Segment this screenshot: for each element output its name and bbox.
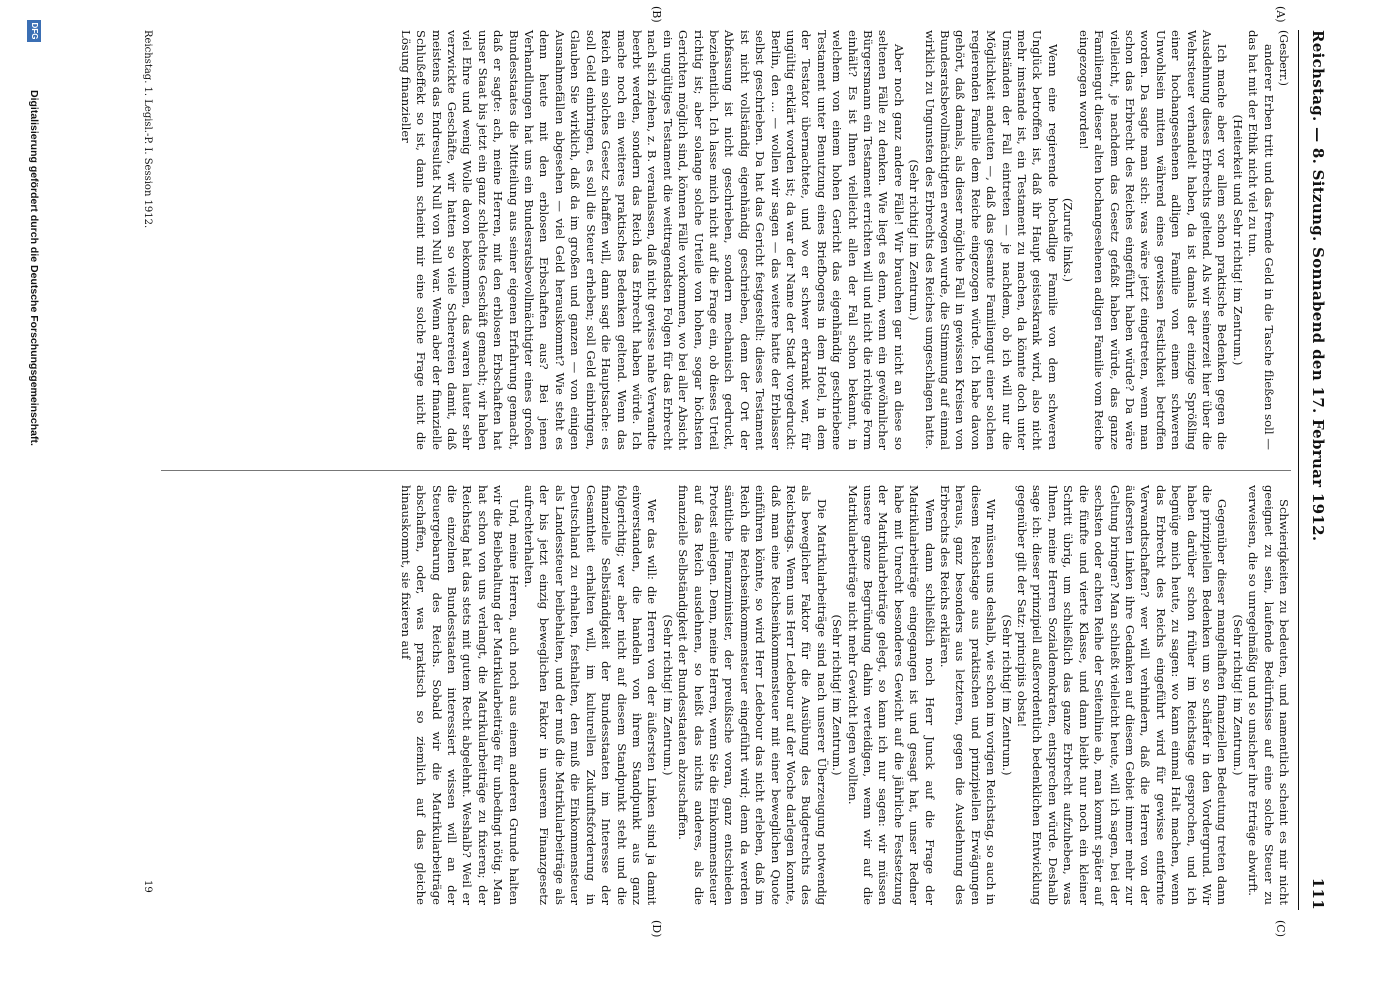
page-header	[1301, 30, 1327, 910]
margin-mark-b: (B)	[650, 6, 663, 23]
margin-mark-c: (C)	[1274, 920, 1287, 937]
interjection: (Heiterkeit und Sehr richtig! im Zentrum.)	[1230, 114, 1245, 366]
speaker-name: (Gesberr.)	[1277, 30, 1290, 86]
paragraph: Ich mache aber vor allem schon praktische Bedenken gegen die Ausdehnung dieses Erbrechts geltend. Als wir seinerzeit hier über die Wehrsteuer verhandelt haben, da ist damals der einzige Sprößling einer hochangesehenen adligen Familie von einem schweren Unwohlsein mitten während eines gewissen Festlichkeit betroffen worden. Da sagte man sich: was wäre jetzt eingetreten, wenn man schon das Erbrecht des Reiches eingeführt haben würde? Da wäre vielleicht, je nachdem das Gesetz gefaßt haben würde, das ganze Familiengut dieser alten hochangesehenen adligen Familie vom Reiche eingezogen worden!	[1076, 30, 1230, 450]
dfg-logo: DFG	[27, 20, 41, 42]
column-divider	[161, 470, 1291, 471]
page-number: 111	[1309, 877, 1327, 910]
margin-mark-a: (A)	[1274, 6, 1287, 23]
paragraph: Schwierigkeiten zu bedeuten, und namentlich scheint es mir nicht geeignet zu sein, laufende Bedürfnisse auf eine solche Steuer zu verweisen, die so unregelmäßig und so unsicher ihre Erträge abwirft.	[1246, 485, 1291, 905]
left-column	[397, 30, 1291, 450]
paragraph: Wir müssen uns deshalb, wie schon im vorigen Reichstag, so auch in diesem Reichstage aus praktischen und prinzipiellen Erwägungen heraus, ganz besonders aus letzteren, gegen die Ausdehnung des Erbrechts des Reichs erklären.	[938, 485, 999, 905]
paragraph: anderer Erben tritt und das fremde Geld in die Tasche fließen soll — das hat mit der Ethik nicht viel zu tun.	[1246, 30, 1276, 450]
digitization-note: Digitalisierung gefördert durch die Deutsche Forschungsgemeinschaft.	[28, 90, 40, 446]
paragraph: Wer das will: die Herren von der äußersten Linken sind ja damit einverstanden, die handeln von ihrem Standpunkt aus ganz folgerichtig; wer aber nicht auf diesem Standpunkt steht und die finanzielle Selbständigkeit der Bundesstaaten im Interesse der Gesamtheit erhalten will, im kulturellen Zukunftsforderung in Deutschland zu erhalten, festhalten, den muß die Einkommensteuer als Landessteuer beibehalten, und der muß die Matrikularbeiträge als der bis jetzt einzig beweglichen Faktor in unserem Finanzgesetz aufrechterhalten.	[522, 485, 660, 905]
paragraph: Aber noch ganz andere Fälle! Wir brauchen gar nicht an diese so seltenen Fälle zu denken. Wie liegt es denn, wenn ein gewöhnlicher Bürgersmann ein Testament errichten will und nicht die richtige Form einhält? Es ist Ihnen vielleicht allen der Fall schon bekannt, in welchem von einem hohen Gericht das eigenhändig geschriebene Testament unter Benutzung eines Briefbogens in dem Hotel, in dem der Testator übernachtete, und wo er schwer erkrankt war, für ungültig erklärt worden ist; da war der Name der Stadt vorgedruckt: Berlin, den ... — wollen wir sagen — das weitere hatte der Erblasser selbst geschrieben. Da hat das Gericht festgestellt: dieses Testament ist nicht vollständig eigenhändig geschrieben, denn der Ort der Abfassung ist nicht geschrieben, sondern mechanisch gedruckt, beziehentlich. Ich lasse mich nicht auf die Frage ein, ob dieses Urteil richtig ist; aber solange solche Urteile von hohen, sogar höchsten Gerichten möglich sind, können Fälle vorkommen, wo bei aller Absicht ein ungültiges Testament die weittragendsten Folgen für das Erbrecht nach sich ziehen, z. B. veranlassen, daß nicht gewisse nahe Verwandte beerbt werden, sondern das Reich das Erbrecht haben würde. Ich mache noch ein weiteres praktisches Bedenken geltend. Wenn das Reich ein solches Gesetz schaffen will, dann sagt die Hauptsache: es soll Geld einbringen, es soll die Steuer erheben; soll Geld einbringen, Glauben Sie wirklich, daß da im großen und ganzen — von einigen Ausnahmefällen abgesehen — viel Geld herauskommt? Wie steht es denn heute mit den erblosen Erbschaften aus? Bei jenen Verhandlungen hat uns ein Bundesratsbevollmächtigter eines großen Bundesstaates die Mitteilung aus seiner eigenen Erfahrung gemacht, daß er sagte: ach, meine Herren, mit den erblosen Erbschaften hat unser Staat bis jetzt ein ganz schlechtes Geschäft gemacht; wir haben viel Ehre und wenig Wolle davon bekommen, das waren lauter sehr verzwickte Geschäfte, wir hatten so viele Scherereien damit, daß meistens das Endresultat Null von Null war. Wenn aber der finanzielle Schlußeffekt so ist, dann scheint mir eine solche Frage nicht die Lösung finanzieller	[398, 30, 906, 450]
right-column	[397, 485, 1291, 905]
interjection: (Sehr richtig! im Zentrum.)	[907, 159, 922, 321]
footer-note: Reichstag. 1. Legisl.-P. I. Session 1912.	[142, 30, 153, 229]
paragraph: Und, meine Herren, auch noch aus einem anderen Grunde halten wir die Beibehaltung der Matrikularbeiträge für unbedingt nötig. Man hat schon von uns verlangt, die Matrikularbeiträge zu fixieren; der Reichstag hat das stets mit gutem Recht abgelehnt. Weshalb? Weil er die einzelnen Bundesstaaten interessiert wissen will an der Steuergebarung des Reichs. Sobald wir die Matrikularbeiträge abschaffen, oder, was praktisch so ziemlich auf das gleiche hinauskommt, sie fixieren auf	[398, 485, 521, 905]
interjection: (Sehr richtig! im Zentrum.)	[999, 614, 1014, 776]
paragraph: Wenn eine regierende hochadlige Familie von dem schweren Unglück betroffen ist, daß ihr Haupt geisteskrank wird, also nicht mehr imstande ist, ein Testament zu machen, da könnte doch unter Umständen der Fall eintreten — je nachdem, ob ich will nur die Möglichkeit andeuten —, daß das gesamte Familiengut einer solchen regierenden Familie dem Reiche eingezogen würde. Ich habe davon gehört, daß damals, als dieser mögliche Fall in gewissen Kreisen von Bundesratsbevollmächtigten erwogen wurde, die Stimmung auf einmal wirklich zu Ungunsten des Erbrechts des Reiches umgeschlagen hatte.	[922, 30, 1060, 450]
paragraph: Gegenüber dieser mangelhaften finanziellen Bedeutung treten dann die prinzipiellen Bedenken um so schärfer in den Vordergrund. Wir haben darüber schon früher im Reichstage gesprochen, und ich begnüge mich heute, zu sagen: wo kann einmal Halt machen, wenn das Erbrecht des Reichs eingeführt wird für gewisse entfernte Verwandtschaften? wer will verhindern, daß die Herren von der äußersten Linken ihre Gedanken auf diesem Gebiet immer mehr zur Geltung bringen? Man schließt vielleicht heute, will ich sagen, bei der sechsten oder achten Reihe der Seitenlinie ab, man kommt später auf die fünfte und vierte Klasse, und dann bleibt nur noch ein kleiner Schritt übrig, um schließlich das ganze Erbrecht aufzuheben, was Ihnen, meine Herren Sozialdemokraten, entsprechen würde. Deshalb sage ich: dieser prinzipiell außerordentlich bedenklichen Entwicklung gegenüber gilt der Satz: principiis obsta!	[1015, 485, 1230, 905]
margin-mark-d: (D)	[650, 920, 663, 938]
paragraph: Die Matrikularbeiträge sind nach unserer Überzeugung notwendig als beweglicher Faktor für die Ausübung des Budgetrechts des Reichstags. Wenn uns Herr Ledebour auf der Woche darlegen konnte, daß man eine Reichseinkommensteuer mit einer beweglichen Quote einführen könnte, so wird Herr Ledebour das nicht erleben, daß im Reich die Reichseinkommensteuer eingeführt wird; denn da werden sämtliche Finanzminister, der preußische voran, ganz entschieden Protest einlegen. Denn, meine Herren, wenn Sie die Einkommensteuer auf das Reich ausdehnen, so heißt das nichts anderes, als die finanzielle Selbständigkeit der Bundesstaaten abzuschaffen.	[676, 485, 829, 905]
paragraph: Wenn dann schließlich noch Herr Junck auf die Frage der Matrikularbeiträge eingegangen ist und gesagt hat, unser Redner habe mit Unrecht besonderes Gewicht auf die jährliche Festsetzung der Matrikularbeiträge gelegt, so kann ich nur sagen: wir müssen unsere ganze Begründung dahin verteidigen, wenn wir auf die Matrikularbeiträge nicht mehr Gewicht legen wollten.	[845, 485, 937, 905]
header-title: Reichstag. — 8. Sitzung. Sonnabend den 17. Februar 1912.	[1309, 30, 1327, 542]
interjection: (Sehr richtig! im Zentrum.)	[660, 614, 675, 776]
interjection: (Sehr richtig! im Zentrum.)	[830, 614, 845, 776]
interjection: (Zurufe links.)	[1061, 198, 1076, 282]
interjection: (Sehr richtig! im Zentrum.)	[1230, 614, 1245, 776]
header-rule	[1298, 30, 1299, 910]
footer-signature: 19	[142, 880, 153, 893]
